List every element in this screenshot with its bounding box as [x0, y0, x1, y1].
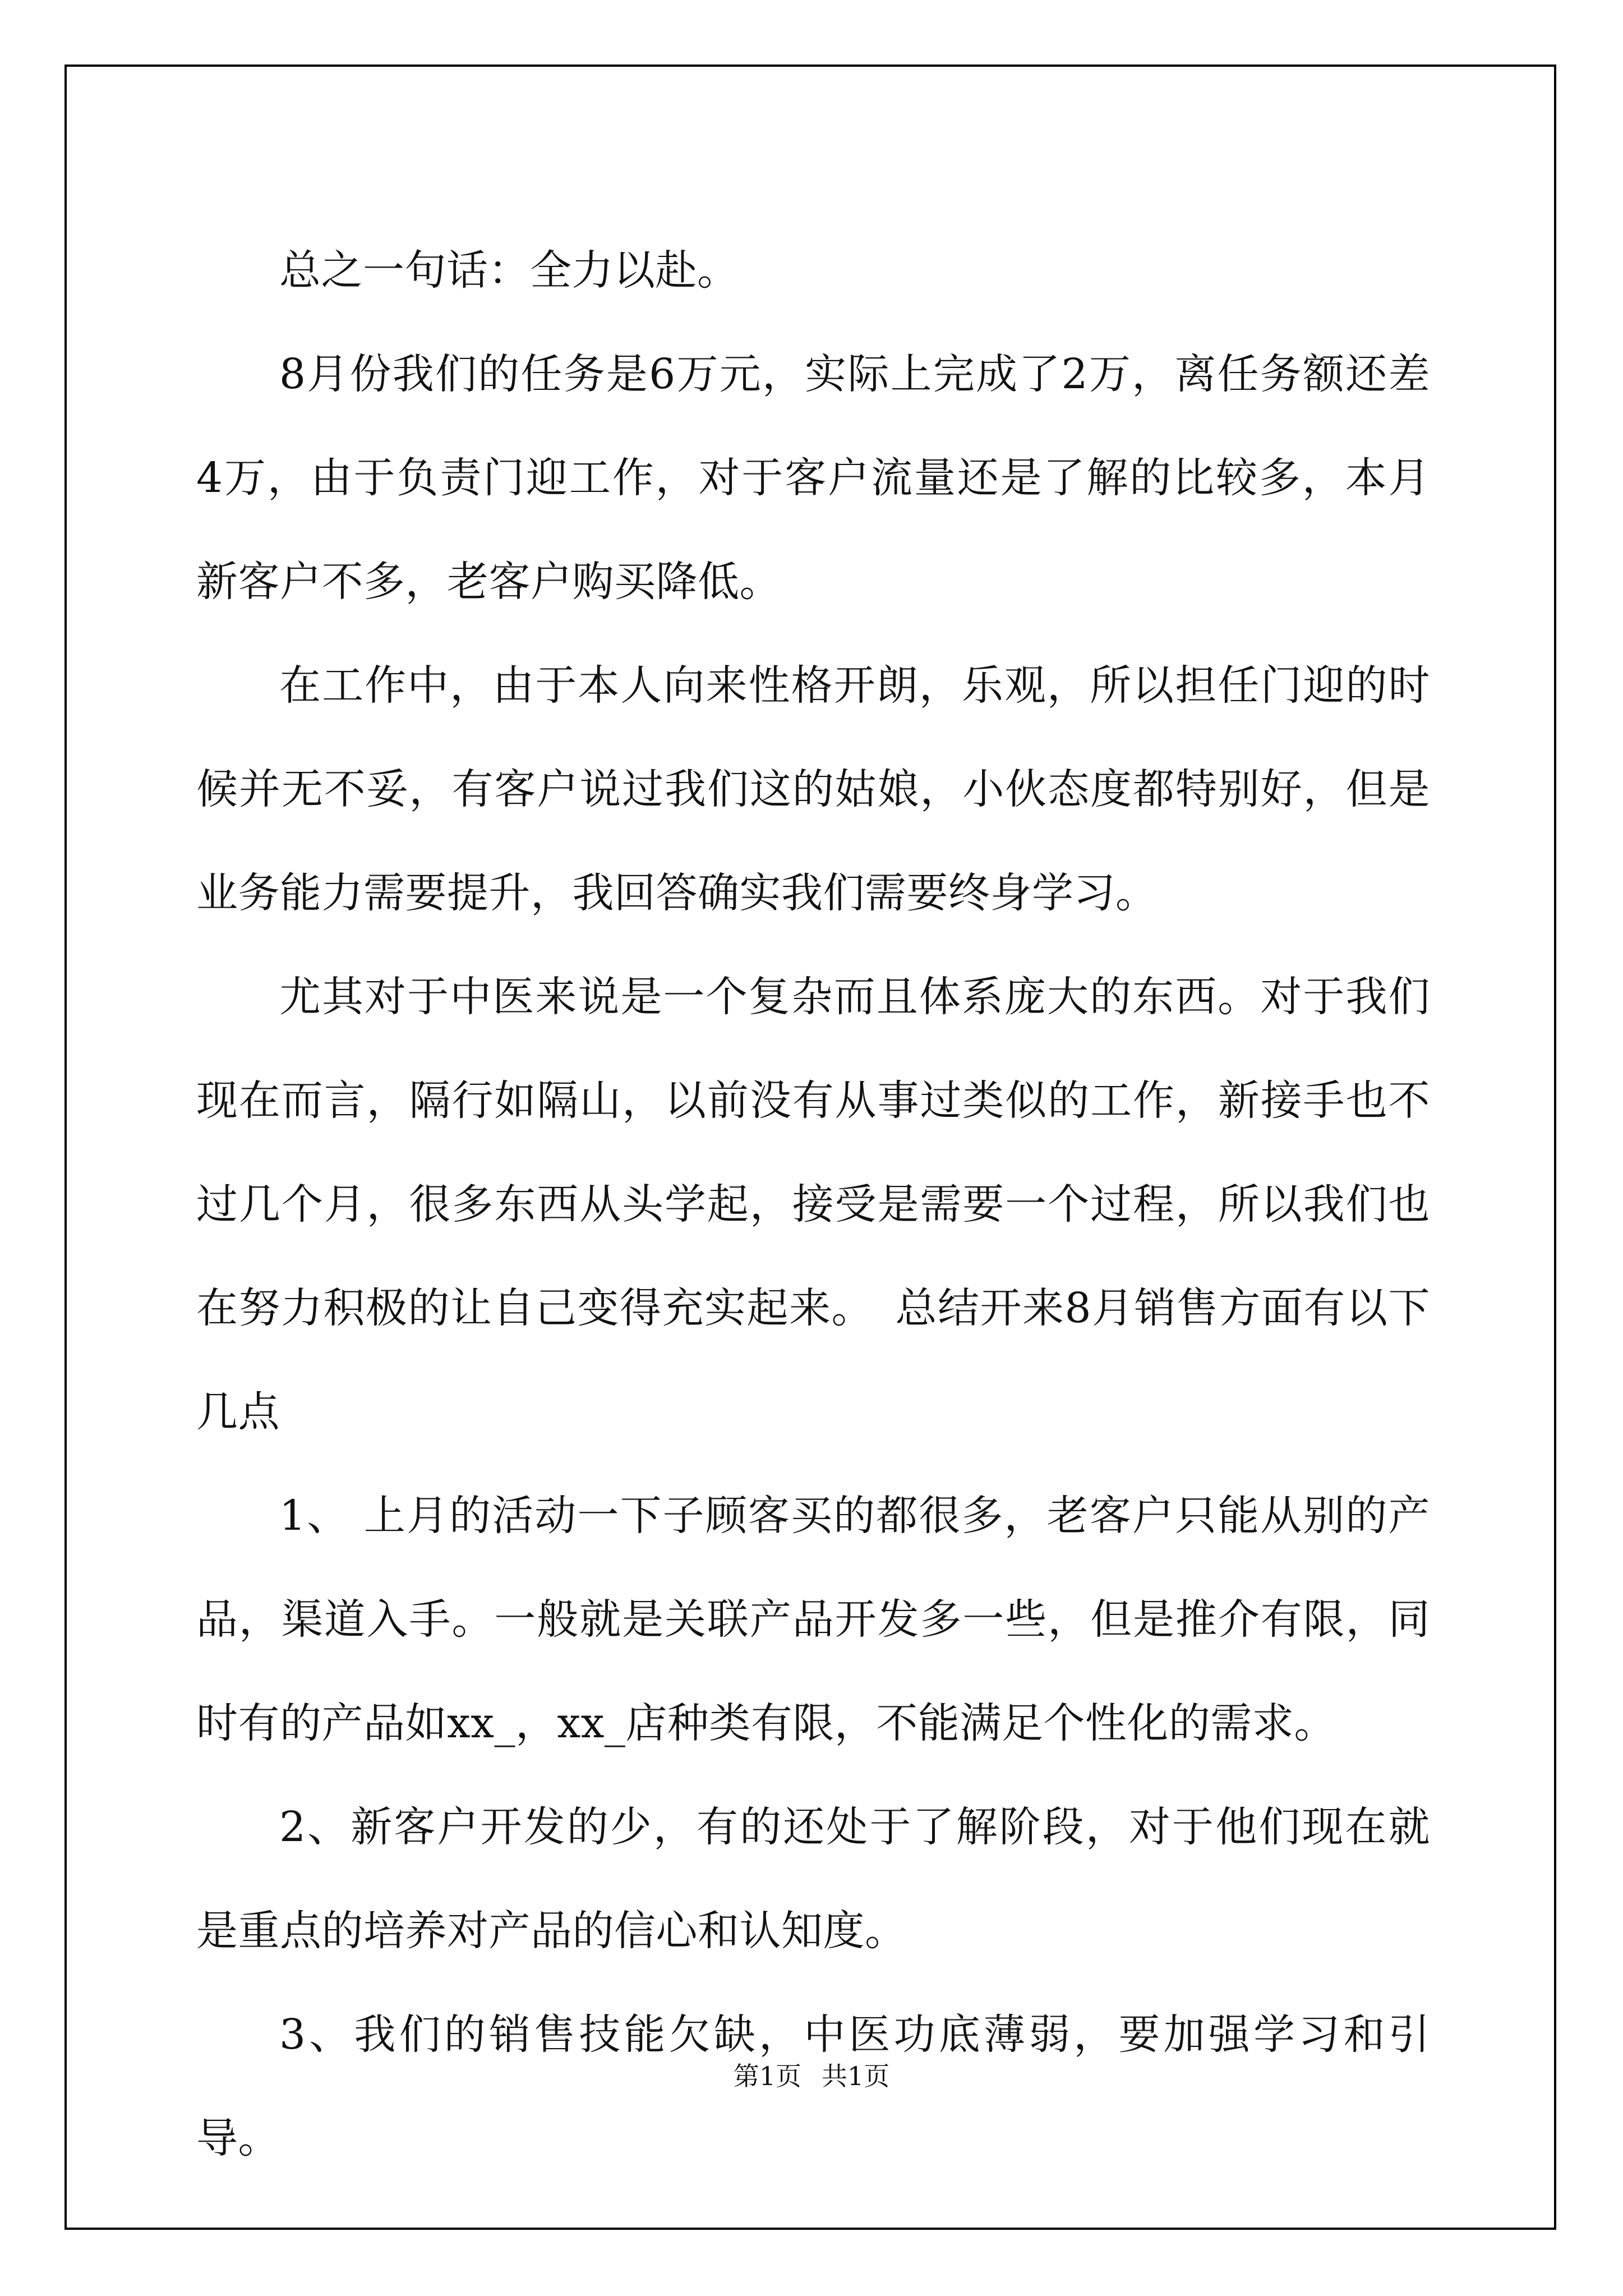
page-footer — [0, 2056, 1623, 2093]
paragraph-5: 1、 上月的活动一下子顾客买的都很多，老客户只能从别的产品，渠道入手。一般就是关联产品开发多一些，但是推介有限，同时有的产品如xx_，xx_店种类有限，不能满足个性化的需求。 — [196, 1492, 1430, 1747]
paragraph-7: 3、我们的销售技能欠缺，中医功底薄弱，要加强学习和引导。 — [196, 2010, 1430, 2162]
paragraph-6: 2、新客户开发的少，有的还处于了解阶段，对于他们现在就是重点的培养对产品的信心和认知度。 — [196, 1803, 1430, 1955]
paragraph-3: 在工作中，由于本人向来性格开朗，乐观，所以担任门迎的时候并无不妥，有客户说过我们这的姑娘，小伙态度都特别好，但是业务能力需要提升，我回答确实我们需要终身学习。 — [196, 661, 1430, 917]
paragraph-4: 尤其对于中医来说是一个复杂而且体系庞大的东西。对于我们现在而言，隔行如隔山，以前没有从事过类似的工作，新接手也不过几个月，很多东西从头学起，接受是需要一个过程，所以我们也在努力积极的让自己变得充实起来。 总结开来8月销售方面有以下几点 — [196, 973, 1430, 1436]
paragraph-1: 总之一句话：全力以赴。 — [279, 246, 739, 295]
page-current: 第1页 — [733, 2061, 801, 2091]
page-total: 共1页 — [822, 2061, 890, 2091]
paragraph-2: 8月份我们的任务是6万元，实际上完成了2万，离任务额还差4万，由于负责门迎工作，对于客户流量还是了解的比较多，本月新客户不多，老客户购买降低。 — [196, 350, 1430, 606]
document-body — [196, 219, 1430, 2191]
